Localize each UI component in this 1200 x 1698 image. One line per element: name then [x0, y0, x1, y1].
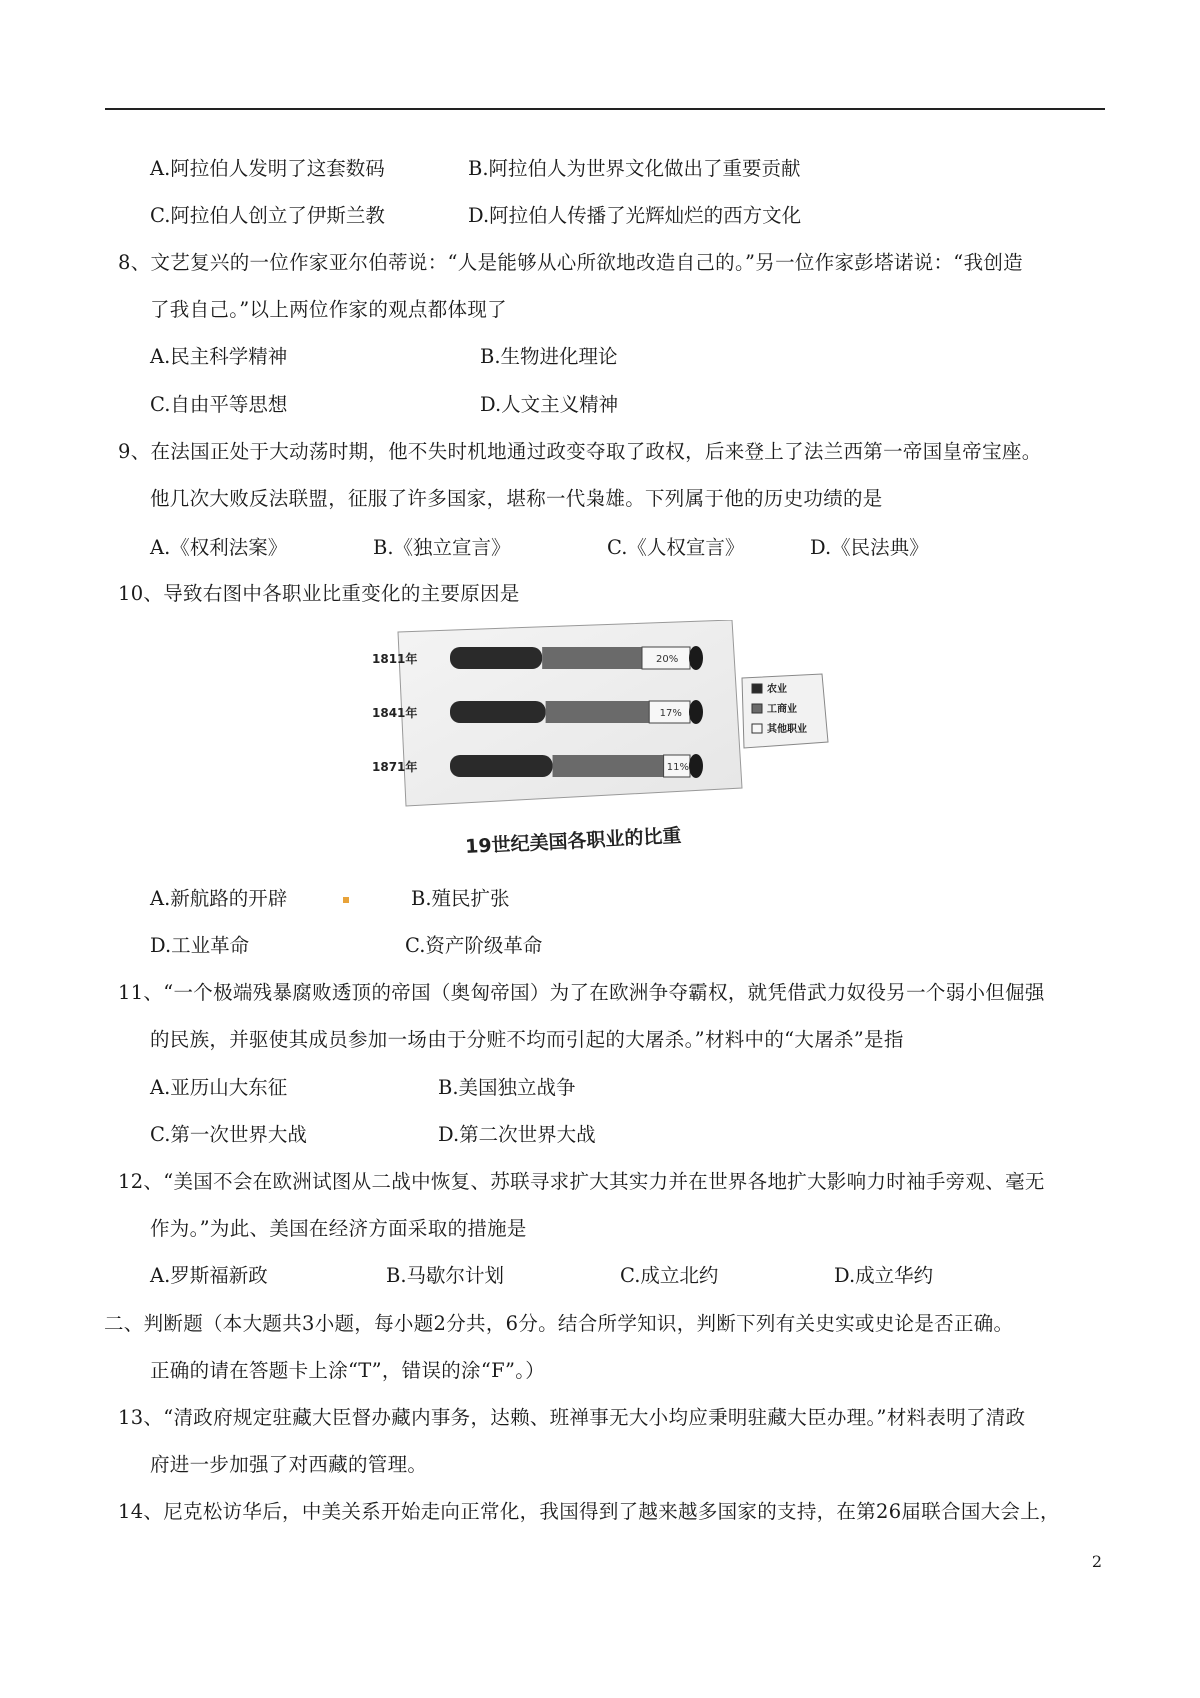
- bar-cap: [689, 700, 703, 724]
- section2-heading-line1: 二、判断题（本大题共3小题，每小题2分共，6分。结合所学知识，判断下列有关史实或史论是否正确。: [104, 1312, 1014, 1335]
- legend-swatch: [752, 724, 762, 733]
- q9-option-d: D.《民法典》: [810, 536, 929, 559]
- q12-option-b: B.马歇尔计划: [386, 1264, 505, 1287]
- q8-option-d: D.人文主义精神: [480, 393, 619, 416]
- q11-stem-line1: 11、“一个极端残暴腐败透顶的帝国（奥匈帝国）为了在欧洲争夺霸权，就凭借武力奴役另一个弱小但倔强: [118, 981, 1045, 1004]
- q7-option-b: B.阿拉伯人为世界文化做出了重要贡献: [468, 157, 801, 180]
- page-number: 2: [1091, 1552, 1102, 1571]
- q8-option-a: A.民主科学精神: [150, 345, 288, 368]
- q9-option-a: A.《权利法案》: [150, 536, 288, 559]
- q10-option-b: B.殖民扩张: [411, 887, 510, 910]
- occupation-chart: [370, 620, 830, 860]
- year-label: 1841年: [372, 706, 418, 720]
- q11-option-d: D.第二次世界大战: [438, 1123, 596, 1146]
- data-label: 17%: [659, 708, 682, 719]
- q9-option-c: C.《人权宣言》: [607, 536, 745, 559]
- q13-stem-line2: 府进一步加强了对西藏的管理。: [150, 1453, 428, 1476]
- bar-agriculture: [450, 647, 542, 669]
- bar-cap: [689, 646, 703, 670]
- q7-option-c: C.阿拉伯人创立了伊斯兰教: [150, 204, 385, 227]
- q12-option-d: D.成立华约: [834, 1264, 934, 1287]
- q8-option-b: B.生物进化理论: [480, 345, 618, 368]
- q11-stem-line2: 的民族，并驱使其成员参加一场由于分赃不均而引起的大屠杀。”材料中的“大屠杀”是指: [150, 1028, 904, 1051]
- q13-stem-line1: 13、“清政府规定驻藏大臣督办藏内事务，达赖、班禅事无大小均应秉明驻藏大臣办理。”材料表明了清政: [118, 1406, 1026, 1429]
- header-rule: [105, 108, 1105, 110]
- stray-mark: [343, 897, 349, 903]
- q9-option-b: B.《独立宣言》: [373, 536, 511, 559]
- q9-stem-line1: 9、在法国正处于大动荡时期，他不失时机地通过政变夺取了政权，后来登上了法兰西第一帝国皇帝宝座。: [118, 440, 1042, 463]
- chart-title: 19世纪美国各职业的比重: [464, 824, 682, 859]
- q11-option-c: C.第一次世界大战: [150, 1123, 307, 1146]
- bar-agriculture: [450, 701, 546, 723]
- q14-stem-line1: 14、尼克松访华后，中美关系开始走向正常化，我国得到了越来越多国家的支持，在第26届联合国大会上，: [118, 1500, 1060, 1523]
- bar-commerce: [542, 647, 642, 669]
- q12-option-c: C.成立北约: [620, 1264, 719, 1287]
- q9-stem-line2: 他几次大败反法联盟，征服了许多国家，堪称一代枭雄。下列属于他的历史功绩的是: [150, 487, 883, 510]
- bar-commerce: [553, 755, 664, 777]
- q11-option-a: A.亚历山大东征: [150, 1076, 288, 1099]
- bar-cap: [689, 754, 703, 778]
- q7-option-d: D.阿拉伯人传播了光辉灿烂的西方文化: [468, 204, 802, 227]
- legend-swatch: [752, 704, 762, 713]
- q7-option-a: A.阿拉伯人发明了这套数码: [150, 157, 385, 180]
- q10-option-c: D.工业革命: [150, 934, 250, 957]
- q10-option-d: C.资产阶级革命: [405, 934, 543, 957]
- q12-stem-line2: 作为。”为此、美国在经济方面采取的措施是: [150, 1217, 527, 1240]
- q8-stem-line2: 了我自己。”以上两位作家的观点都体现了: [150, 298, 507, 321]
- legend-label: 其他职业: [767, 724, 807, 735]
- q8-option-c: C.自由平等思想: [150, 393, 288, 416]
- bar-commerce: [546, 701, 650, 723]
- q10-option-a: A.新航路的开辟: [150, 887, 288, 910]
- q12-option-a: A.罗斯福新政: [150, 1264, 268, 1287]
- q12-stem-line1: 12、“美国不会在欧洲试图从二战中恢复、苏联寻求扩大其实力并在世界各地扩大影响力时袖手旁观、毫无: [118, 1170, 1045, 1193]
- data-label: 11%: [666, 762, 690, 773]
- section2-heading-line2: 正确的请在答题卡上涂“T”，错误的涂“F”。）: [150, 1359, 546, 1382]
- q8-stem-line1: 8、文艺复兴的一位作家亚尔伯蒂说：“人是能够从心所欲地改造自己的。”另一位作家彭塔诺说：“我创造: [118, 251, 1023, 274]
- q10-stem-line1: 10、导致右图中各职业比重变化的主要原因是: [118, 582, 520, 605]
- legend-swatch: [752, 684, 762, 693]
- q11-option-b: B.美国独立战争: [438, 1076, 576, 1099]
- legend-label: 工商业: [767, 704, 797, 715]
- bar-agriculture: [450, 755, 553, 777]
- data-label: 20%: [656, 654, 679, 665]
- legend-label: 农业: [767, 684, 787, 695]
- year-label: 1871年: [372, 760, 418, 774]
- year-label: 1811年: [372, 652, 418, 666]
